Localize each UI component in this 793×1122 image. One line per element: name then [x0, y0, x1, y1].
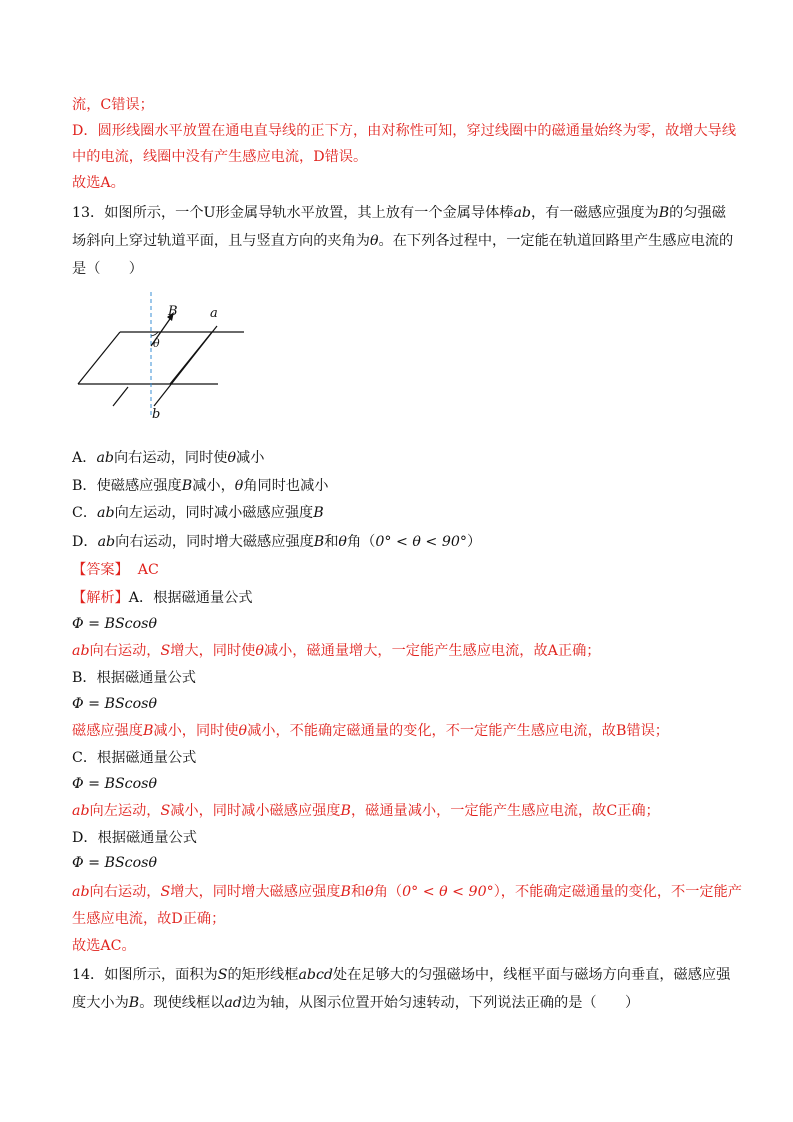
formula-4: [72, 853, 732, 873]
head-D: [72, 828, 732, 848]
option-A: [72, 448, 732, 468]
var: ab: [513, 205, 531, 221]
text: 角（: [346, 534, 376, 550]
var: B: [340, 884, 351, 900]
text: A．: [72, 450, 97, 466]
formula: Φ = BScosθ: [72, 696, 157, 712]
text: 向左运动，: [89, 803, 161, 819]
explain-D-cont: [72, 909, 732, 929]
text: C．根据磁通量公式: [72, 750, 197, 766]
text: 增大，同时使: [170, 643, 256, 659]
text: 中的电流，线圈中没有产生感应电流，D错误。: [72, 149, 368, 165]
text: 角同时也减小: [243, 478, 329, 494]
text: 和: [350, 884, 366, 900]
answer-label: 【答案】: [72, 562, 129, 578]
formula: Φ = BScosθ: [72, 776, 157, 792]
text: 场斜向上穿过轨道平面，且与竖直方向的夹角为: [72, 233, 370, 249]
text: D．圆形线圈水平放置在通电直导线的正下方，由对称性可知，穿过线圈中的磁通量始终为零，故增大导线: [72, 123, 737, 139]
var: S: [160, 803, 171, 819]
text-line: [72, 121, 737, 141]
text: 故选A。: [72, 175, 125, 191]
u-rail-figure: [72, 288, 252, 428]
text: 。在下列各过程中，一定能在轨道回路里产生感应电流的: [378, 233, 734, 249]
text: 是（ ）: [72, 261, 143, 277]
var: θ: [234, 478, 244, 494]
var: θ: [238, 723, 248, 739]
text: 减小，磁通量增大，一定能产生感应电流，故A正确；: [263, 643, 601, 659]
text: B．根据磁通量公式: [72, 670, 196, 686]
text: 增大，同时增大磁感应强度: [170, 884, 341, 900]
formula-1: [72, 614, 732, 634]
range: 0° < θ < 90°: [375, 534, 467, 550]
explain-C: [72, 801, 732, 821]
text: 的匀强磁: [669, 205, 726, 221]
head-B: [72, 668, 732, 688]
var: B: [181, 478, 193, 494]
label-theta: θ: [153, 337, 160, 350]
text: 14．如图所示，面积为: [72, 967, 218, 983]
question-13-line1: [72, 203, 732, 223]
text: 向右运动，: [89, 643, 161, 659]
explain-D: [72, 882, 742, 902]
text: 向右运动，同时使: [113, 450, 228, 466]
text: 向右运动，: [89, 884, 161, 900]
text: 减小，: [192, 478, 235, 494]
text: ）: [466, 534, 482, 550]
label-b: b: [152, 407, 161, 422]
var: S: [160, 884, 171, 900]
var: θ: [338, 534, 347, 550]
var: B: [313, 534, 325, 550]
option-C: [72, 503, 732, 523]
rail-left-edge: [78, 332, 120, 384]
conclusion: [72, 936, 732, 956]
explain-A: [72, 641, 732, 661]
var: S: [160, 643, 171, 659]
text: 。现使线框以: [139, 995, 225, 1011]
label-B: B: [168, 304, 178, 319]
analysis-line: [72, 588, 732, 608]
text: 的矩形线框: [227, 967, 299, 983]
var: θ: [369, 233, 379, 249]
answer-line: [72, 560, 732, 580]
text: 边为轴，从图示位置开始匀速转动，下列说法正确的是（ ）: [241, 995, 640, 1011]
var: ab: [72, 884, 90, 900]
question-13-line2: [72, 231, 732, 251]
text: 减小，不能确定磁通量的变化，不一定能产生感应电流，故B错误；: [247, 723, 669, 739]
text: 向右运动，同时增大磁感应强度: [115, 534, 314, 550]
var: ab: [72, 803, 90, 819]
formula-2: [72, 694, 732, 714]
var: ab: [97, 505, 115, 521]
var: ab: [97, 534, 116, 550]
text: 流，C错误；: [72, 97, 154, 113]
text: 度大小为: [72, 995, 129, 1011]
question-14-line1: [72, 965, 732, 985]
answer-value: AC: [137, 562, 159, 578]
var: B: [340, 803, 351, 819]
var: ad: [224, 995, 242, 1011]
var: ab: [72, 643, 90, 659]
rail-tail-left: [113, 387, 128, 406]
var: B: [128, 995, 140, 1011]
question-14-line2: [72, 993, 732, 1013]
range: 0° < θ < 90°: [402, 884, 494, 900]
var: B: [142, 723, 154, 739]
text: 角（: [373, 884, 403, 900]
text: D．根据磁通量公式: [72, 830, 197, 846]
text-line: [72, 173, 732, 193]
formula: Φ = BScosθ: [72, 855, 157, 871]
question-13-line3: [72, 259, 732, 279]
text: ，磁通量减小，一定能产生感应电流，故C正确；: [350, 803, 660, 819]
text-line: [72, 95, 732, 115]
text: 故选AC。: [72, 938, 136, 954]
label-a: a: [210, 306, 218, 321]
text: 生感应电流，故D正确；: [72, 911, 226, 927]
formula-3: [72, 774, 732, 794]
text: ），不能确定磁通量的变化，不一定能产: [493, 884, 742, 900]
text: D．: [72, 534, 98, 550]
text-line: [72, 147, 732, 167]
var: B: [658, 205, 670, 221]
text: A．根据磁通量公式: [128, 590, 253, 606]
text: 减小，同时减小磁感应强度: [170, 803, 341, 819]
var: θ: [365, 884, 374, 900]
var: θ: [227, 450, 237, 466]
var: ab: [96, 450, 114, 466]
text: 13．如图所示，一个U形金属导轨水平放置，其上放有一个金属导体棒: [72, 205, 514, 221]
conductor-rod-ab: [154, 326, 217, 406]
analysis-label: 【解析】: [72, 590, 129, 606]
var: θ: [255, 643, 264, 659]
text: 向左运动，同时减小磁感应强度: [114, 505, 314, 521]
var: B: [313, 505, 324, 521]
text: 减小: [236, 450, 265, 466]
formula: Φ = BScosθ: [72, 616, 157, 632]
explain-B: [72, 721, 732, 741]
text: 磁感应强度: [72, 723, 143, 739]
text: ，有一磁感应强度为: [531, 205, 659, 221]
option-B: [72, 476, 732, 496]
text: 和: [324, 534, 339, 550]
text: 处在足够大的匀强磁场中，线框平面与磁场方向垂直，磁感应强: [333, 967, 731, 983]
text: B．使磁感应强度: [72, 478, 182, 494]
option-D: [72, 532, 732, 552]
var: S: [217, 967, 228, 983]
text: 减小，同时使: [153, 723, 239, 739]
var: abcd: [298, 967, 334, 983]
text: C．: [72, 505, 98, 521]
angle-arc: [151, 332, 158, 336]
head-C: [72, 748, 732, 768]
